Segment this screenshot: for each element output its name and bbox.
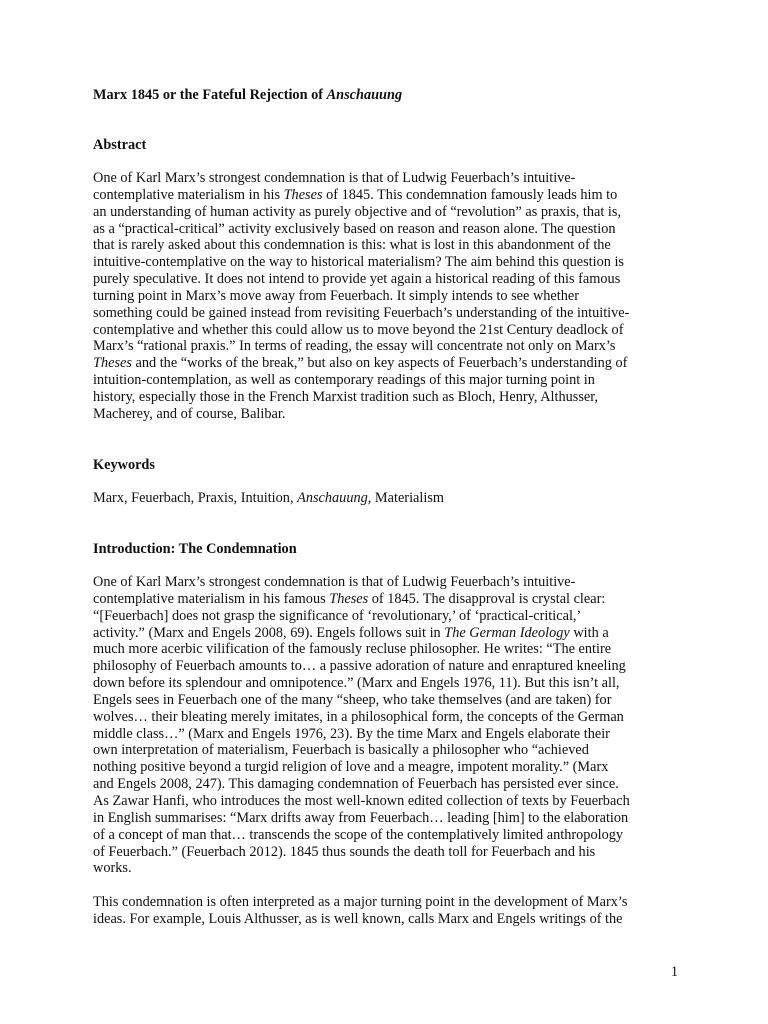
- text-line: of Feuerbach.” (Feuerbach 2012). 1845 thus sounds the death toll for Feuerbach and his: [93, 843, 596, 860]
- page-number: 1: [670, 964, 678, 980]
- text-line: of a concept of man that… transcends the scope of the contemplatively limited anthropology: [93, 826, 624, 843]
- paper-title: [93, 87, 693, 104]
- text-line: Marx’s “rational praxis.” In terms of reading, the essay will concentrate not only on Marx’s: [93, 338, 616, 355]
- text-line: As Zawar Hanfi, who introduces the most well-known edited collection of texts by Feuerbach: [93, 792, 630, 809]
- keywords-list: [93, 490, 693, 507]
- italic-text: Theses: [93, 355, 132, 372]
- text-line: wolves… their bleating merely imitates, in a philosophical form, the concepts of the German: [93, 708, 624, 725]
- text-line: history, especially those in the French Marxist tradition such as Bloch, Henry, Althusser,: [93, 388, 599, 405]
- abstract-heading: Abstract: [93, 137, 147, 153]
- text-line: as a “practical-critical” activity exclusively based on reason and reason alone. The question: [93, 220, 616, 237]
- introduction-heading: Introduction: The Condemnation: [93, 541, 297, 557]
- text-line: ideas. For example, Louis Althusser, as is well known, calls Marx and Engels writings of the: [93, 910, 623, 927]
- text-line: contemplative materialism in his famous Theses of 1845. The disapproval is crystal clear:: [93, 590, 606, 607]
- text-line: middle class…” (Marx and Engels 1976, 23). By the time Marx and Engels elaborate their: [93, 725, 610, 742]
- text-line: philosophy of Feuerbach amounts to… a passive adoration of nature and enraptured kneeling: [93, 658, 626, 675]
- text-line: that is rarely asked about this condemnation is this: what is lost in this abandonment of the: [93, 237, 611, 254]
- italic-text: Theses: [329, 590, 369, 607]
- keywords-heading: Keywords: [93, 457, 155, 473]
- paper-title-italic: Anschauung: [326, 87, 403, 103]
- abstract-paragraph: [93, 170, 693, 423]
- text-line: much more acerbic vilification of the famously recluse philosopher. He writes: “The entire: [93, 641, 612, 658]
- text-line: an understanding of human activity as purely objective and of “revolution” as praxis, that is,: [93, 203, 622, 220]
- text-line: Macherey, and of course, Balibar.: [93, 405, 286, 422]
- text-line: contemplative materialism in his Theses of 1845. This condemnation famously leads him to: [93, 186, 618, 203]
- text-line: Theses and the “works of the break,” but also on key aspects of Feuerbach’s understanding of: [93, 355, 628, 372]
- text-line: something could be gained instead from revisiting Feuerbach’s understanding of the intuitive-: [93, 304, 630, 321]
- introduction-paragraph-2: [93, 894, 693, 928]
- text-line: turning point in Marx’s move away from Feuerbach. It simply intends to see whether: [93, 287, 579, 304]
- text-line: “[Feuerbach] does not grasp the significance of ‘revolutionary,’ of ‘practical-critical,’: [93, 607, 582, 624]
- text-line: and Engels 2008, 247). This damaging condemnation of Feuerbach has persisted ever since.: [93, 776, 619, 793]
- italic-text: The German Ideology: [444, 624, 570, 641]
- text-line: One of Karl Marx’s strongest condemnation is that of Ludwig Feuerbach’s intuitive-: [93, 170, 576, 186]
- text-line: intuition-contemplation, as well as contemporary readings of this major turning point in: [93, 372, 595, 389]
- text-line: Engels sees in Feuerbach one of the many “sheep, who take themselves (and are taken) for: [93, 691, 612, 708]
- text-line: activity.” (Marx and Engels 2008, 69). Engels follows suit in The German Ideology with a: [93, 624, 609, 641]
- text-line: contemplative and whether this could allow us to move beyond the 21st Century deadlock of: [93, 321, 624, 338]
- text-line: own interpretation of materialism, Feuerbach is basically a philosopher who “achieved: [93, 742, 589, 759]
- paper-title-text: Marx 1845 or the Fateful Rejection of: [93, 87, 327, 103]
- text-line: in English summarises: “Marx drifts away from Feuerbach… leading [him] to the elaboration: [93, 809, 629, 826]
- text-line: nothing positive beyond a turgid religion of love and a meagre, impotent morality.” (Marx: [93, 759, 609, 776]
- italic-text: Theses: [283, 186, 323, 203]
- text-line: Marx, Feuerbach, Praxis, Intuition, Anschauung, Materialism: [93, 490, 445, 506]
- text-line: One of Karl Marx’s strongest condemnation is that of Ludwig Feuerbach’s intuitive-: [93, 574, 576, 590]
- text-line: This condemnation is often interpreted as a major turning point in the development of Marx’s: [93, 894, 628, 910]
- italic-text: Anschauung,: [297, 490, 372, 506]
- text-line: works.: [93, 860, 132, 877]
- text-line: intuitive-contemplative on the way to historical materialism? The aim behind this question is: [93, 254, 624, 271]
- text-line: purely speculative. It does not intend to provide yet again a historical reading of this famous: [93, 271, 621, 288]
- text-line: down before its splendour and omnipotence.” (Marx and Engels 1976, 11). But this isn’t all,: [93, 675, 620, 692]
- introduction-paragraph-1: [93, 574, 693, 877]
